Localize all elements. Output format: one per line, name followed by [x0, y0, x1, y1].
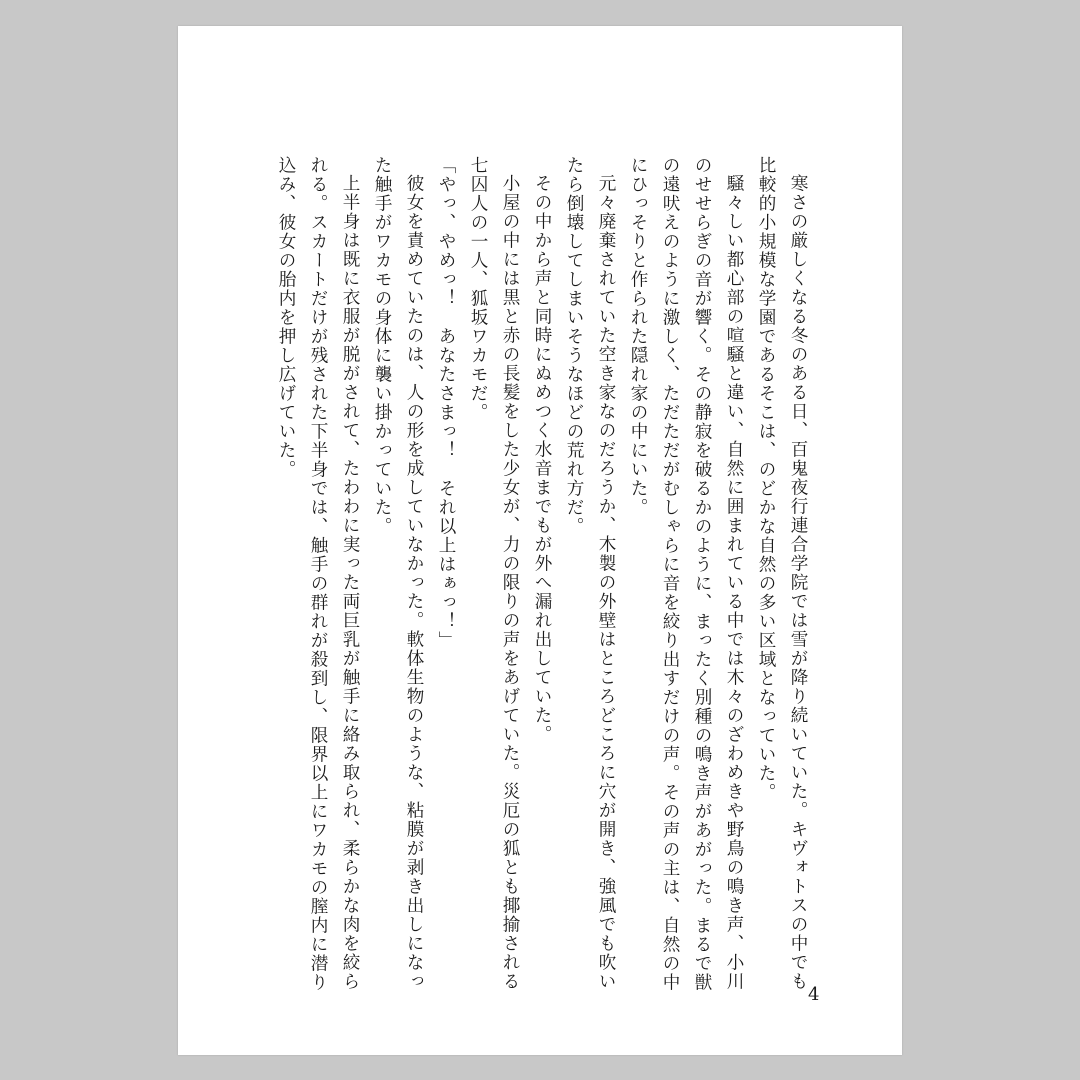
paragraph-5: 小屋の中には黒と赤の長髪をした少女が、力の限りの声をあげていた。災厄の狐とも揶揄される七囚人の一人、狐坂ワカモだ。	[468, 156, 520, 991]
paragraph-1: 寒さの厳しくなる冬のある日、百鬼夜行連合学院では雪が降り続いていた。キヴォトスの中でも比較的小規模な学園であるそこは、のどかな自然の多い区域となっていた。	[756, 156, 808, 991]
paragraph-4: その中から声と同時にぬめつく水音までもが外へ漏れ出していた。	[532, 173, 552, 744]
paragraph-3: 元々廃棄されていた空き家なのだろうか、木製の外壁はところどころに穴が開き、強風でも吹いたら倒壊してしまいそうなほどの荒れ方だ。	[564, 156, 616, 991]
vertical-text-block	[270, 156, 814, 996]
book-page	[178, 26, 902, 1055]
paragraph-7: 彼女を責めていたのは、人の形を成していなかった。軟体生物のような、粘膜が剥き出しになった触手がワカモの身体に襲い掛かっていた。	[372, 156, 424, 991]
paragraph-8: 上半身は既に衣服が脱がされて、たわわに実った両巨乳が触手に絡み取られ、柔らかな肉を絞られる。スカートだけが残された下半身では、触手の群れが殺到し、限界以上にワカモの膣内に潜り込み、彼女の胎内を押し広げていた。	[276, 156, 360, 992]
page-number: 4	[808, 984, 820, 1005]
paragraph-2: 騒々しい都心部の喧騒と違い、自然に囲まれている中では木々のざわめきや野鳥の鳴き声、小川のせせらぎの音が響く。その静寂を破るかのように、まったく別種の鳴き声があがった。まるで獣の遠吠えのように激しく、ただただがむしゃらに音を絞り出すだけの声。その声の主は、自然の中にひっそりと作られた隠れ家の中にいた。	[628, 156, 744, 992]
dialogue-line: 「やっ、やめっ！ あなたさまっ！ それ以上はぁっ！」	[436, 156, 456, 650]
